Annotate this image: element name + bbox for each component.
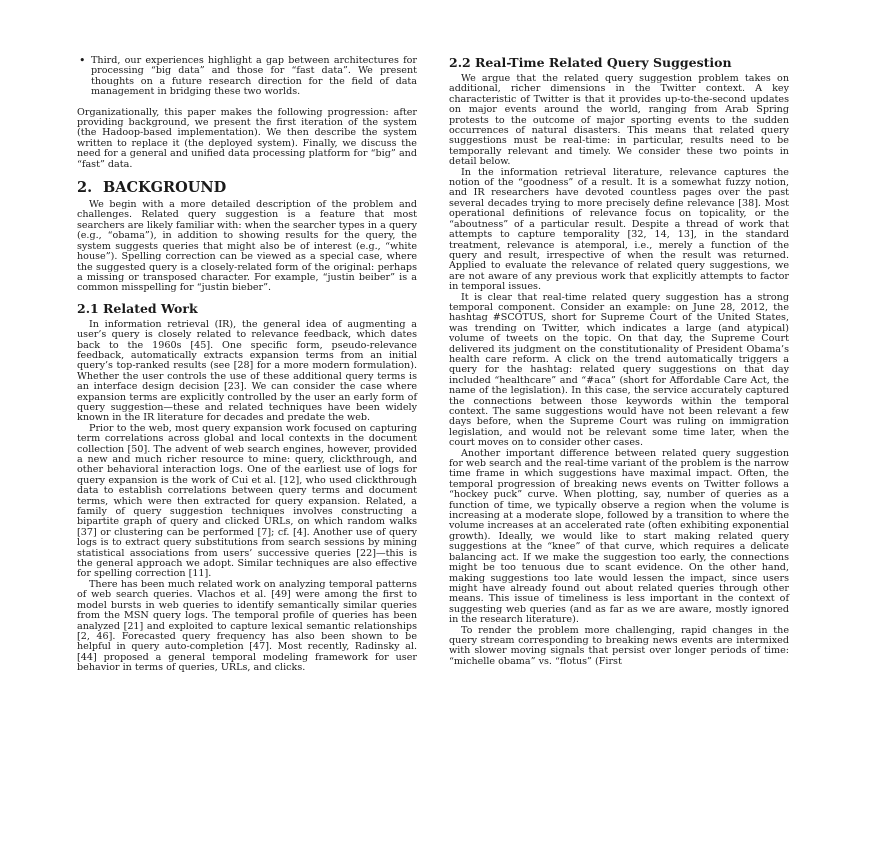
real-time-paragraph-4: Another important difference between related query suggestion for web search and the real-time variant of the problem is the narrow time frame in which suggestions have maximal impact. Often, the temporal progression of breaking news events on Twitter follows a “hockey puck” curve. When plotting, say, number of queries as a function of time, we typically observe a region when the volume is increasing at a moderate slope, followed by a transition to where the volume increases at an accelerated rate (often exhibiting exponential growth). Ideally, we would like to start making related query suggestions at the “knee” of that curve, which requires a delicate balancing act. If we make the suggestion too early, the connections might be too tenuous due to scant evidence. On the other hand, making suggestions too late would lessen the impact, since users might have already found out about related queries through other means. This issue of timeliness is less important in the context of suggesting web queries (and as far as we are aware, mostly ignored in the research literature). [449,447,789,626]
subsection-title: Related Work [103,300,198,316]
subsection-title: Real-Time Related Query Suggestion [475,55,732,70]
related-work-paragraph-2: Prior to the web, most query expansion work focused on capturing term correlations across global and local contexts in the document collection [50]. The advent of web search engines, however, provided a new and much richer resource to mine: query, clickthrough, and other behavioral interaction logs. One of the earliest use of logs for query expansion is the work of Cui et al. [12], who used clickthrough data to establish correlations between query terms and document terms, which were then extracted for query expansion. Related, a family of query suggestion techniques involves constructing a bipartite graph of query and clicked URLs, on which random walks [37] or clustering can be performed [7]; cf. [4]. Another use of query logs is to extract query substitutions from search sessions by mining statistical associations from users’ successive queries [22]—this is the general approach we adopt. Similar techniques are also effective for spelling correction [11]. [77,422,417,580]
real-time-paragraph-5: To render the problem more challenging, rapid changes in the query stream corresponding to breaking news events are intermixed with slower moving signals that persist over longer periods of time: “michelle obama” vs. “flotus” (First [449,624,789,667]
related-work-paragraph-3: There has been much related work on analyzing temporal patterns of web search queries. Vlachos et al. [49] were among the first to model bursts in web queries to identify semantically similar queries from the MSN query logs. The temporal profile of queries has been analyzed [21] and exploited to capture lexical semantic relationships [2, 46]. Forecasted query frequency has also been shown to be helpful in query auto-completion [47]. Most recently, Radinsky al. [44] proposed a general temporal modeling framework for user behavior in terms of queries, URLs, and clicks. [77,578,417,674]
contributions-list [77,56,417,98]
section-heading-background [77,180,417,196]
list-item: • Third, our experiences highlight a gap between architectures for processing “big data” and those for “fast data”. We present thoughts on a future research direction for the field of data management in bridging these two worlds. [77,56,417,98]
subsection-number: 2.2 [449,55,471,70]
section-title: BACKGROUND [103,179,227,197]
section-number: 2. [77,179,93,197]
real-time-paragraph-1: We argue that the related query suggestion problem takes on additional, richer dimensions in the Twitter context. A key characteristic of Twitter is that it provides up-to-the-second updates on major events around the world, ranging from Arab Spring protests to the outcome of major sporting events to the sudden occurrences of natural disasters. This means that related query suggestions must be real-time: in particular, results need to be temporally relevant and timely. We consider these two points in detail below. [449,73,789,168]
right-column [449,56,789,667]
left-column [77,56,417,674]
subsection-heading-real-time [449,56,789,70]
subsection-heading-related-work [77,302,417,316]
organization-paragraph: Organizationally, this paper makes the following progression: after providing background, we present the first iteration of the system (the Hadoop-based implementation). We then describe the system written to replace it (the deployed system). Finally, we discuss the need for a general and unified data processing platform for “big” and “fast” data. [77,106,417,170]
real-time-paragraph-3: It is clear that real-time related query suggestion has a strong temporal component. Consider an example: on June 28, 2012, the hashtag #SCOTUS, short for Supreme Court of the United States, was trending on Twitter, which indicates a large (and atypical) volume of tweets on the topic. On that day, the Supreme Court delivered its judgment on the constitutionality of President Obama’s health care reform. A click on the trend automatically triggers a query for the hashtag: related query suggestions on that day included “healthcare” and “#aca” (short for Affordable Care Act, the name of the legislation). In this case, the service accurately captured the connections between those keywords within the temporal context. The same suggestions would have not been relevant a few days before, when the Supreme Court was ruling on immigration legislation, and would not be relevant some time later, when the court moves on to consider other cases. [449,291,789,449]
related-work-paragraph-1: In information retrieval (IR), the general idea of augmenting a user’s query is closely related to relevance feedback, which dates back to the 1960s [45]. One specific form, pseudo-relevance feedback, automatically extracts expansion terms from an initial query’s top-ranked results (see [28] for a more modern formulation). Whether the user controls the use of these additional query terms is an interface design decision [23]. We can consider the case where expansion terms are explicitly controlled by the user an early form of query suggestion—these and related techniques have been widely known in the IR literature for decades and predate the web. [77,318,417,424]
subsection-number: 2.1 [77,300,99,316]
real-time-paragraph-2: In the information retrieval literature, relevance captures the notion of the “goodness” of a result. It is a somewhat fuzzy notion, and IR researchers have devoted countless pages over the past several decades trying to more precisely define relevance [38]. Most operational definitions of relevance focus on topicality, or the “aboutness” of a particular result. Despite a thread of work that attempts to capture temporality [32, 14, 13], in the standard treatment, relevance is atemporal, i.e., merely a function of the query and result, irrespective of when the result was returned. Applied to evaluate the relevance of related query suggestions, we are not aware of any previous work that explicitly attempts to factor in temporal issues. [449,166,789,293]
background-paragraph: We begin with a more detailed description of the problem and challenges. Related query suggestion is a feature that most searchers are likely familiar with: when the searcher types in a query (e.g., “obama”), in addition to showing results for the query, the system suggests queries that might also be of interest (e.g., “white house”). Spelling correction can be viewed as a special case, where the suggested query is a closely-related form of the original: perhaps a missing or transposed character. For example, “justin beiber” is a common misspelling for “justin bieber”. [77,199,417,294]
